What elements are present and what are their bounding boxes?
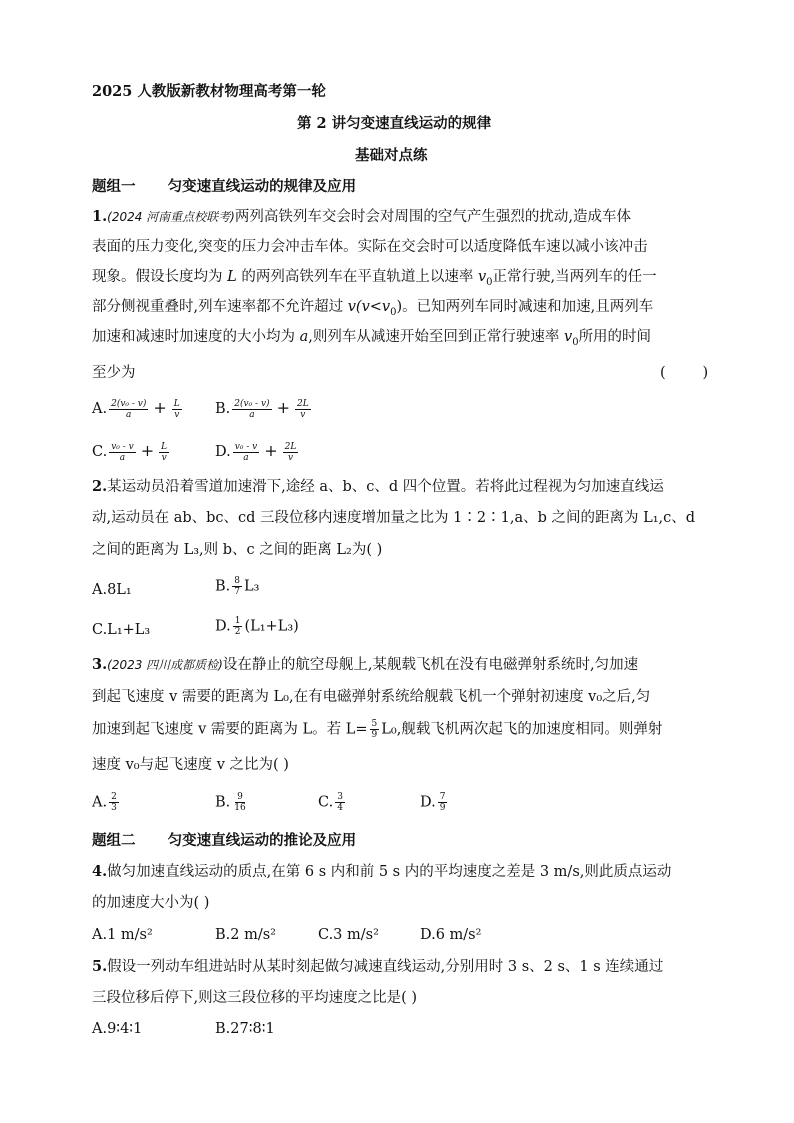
denominator: 7	[234, 587, 240, 597]
option-label: D.	[215, 618, 231, 635]
question-1-line-6: 至少为	[92, 365, 136, 381]
fraction	[233, 616, 243, 637]
text: L₀,舰载飞机两次起飞的加速度相同。则弹射	[381, 721, 663, 738]
lesson-title: 第 2 讲匀变速直线运动的规律	[297, 115, 492, 132]
option-label: B.	[215, 794, 231, 811]
question-text: 做匀加速直线运动的质点,在第 6 s 内和前 5 s 内的平均速度之差是 3 m/s,则此质点运动	[107, 864, 672, 880]
option-C: C.L₁+L₃	[92, 622, 151, 638]
subscript: 0	[572, 336, 579, 348]
denominator: 2	[234, 627, 241, 637]
numerator: 5	[371, 719, 378, 729]
question-2-line-3: 之间的距离为 L₃,则 b、c 之间的距离 L₂为( )	[92, 542, 383, 558]
option-C: C.3 m/s²	[318, 927, 379, 943]
text: )。已知两列车同时减速和加速,且两列车	[396, 299, 654, 315]
group-title: 匀变速直线运动的推论及应用	[167, 832, 357, 849]
denominator: v	[174, 409, 180, 420]
text: ,则列车从减速开始至回到正常行驶速率	[308, 329, 564, 345]
option-label: D.	[215, 444, 231, 460]
text: 部分侧视重叠时,列车速率都不允许超过	[92, 299, 348, 315]
option-B	[215, 398, 313, 420]
option-label: D.	[420, 794, 436, 811]
numerator: L	[161, 441, 168, 452]
question-text: 假设一列动车组进站时从某时刻起做匀减速直线运动,分别用时 3 s、2 s、1 s 连续通过	[107, 959, 664, 975]
group-title: 匀变速直线运动的规律及应用	[167, 178, 357, 195]
numerator: L	[173, 398, 180, 409]
denominator: 3	[111, 803, 117, 813]
question-3-line-1	[92, 655, 638, 675]
denominator: a	[126, 409, 132, 420]
question-text: 某运动员沿着雪道加速滑下,途经 a、b、c、d 四个位置。若将此过程视为匀加速直线运	[107, 479, 664, 495]
question-text: 设在静止的航空母舰上,某舰载飞机在没有电磁弹射系统时,匀加速	[222, 657, 639, 673]
question-source: (2024 河南重点校联考)	[107, 210, 235, 224]
denominator: 4	[337, 803, 343, 813]
group-label: 题组一	[92, 178, 136, 195]
question-2-line-1	[92, 477, 664, 497]
denominator: a	[249, 409, 255, 420]
option-C	[92, 441, 171, 463]
text: 的两列高铁列车在平直轨道上以速率	[236, 269, 478, 285]
numerator: 2(v₀ - v)	[234, 398, 270, 409]
question-source: (2023 四川成都质检)	[107, 658, 223, 672]
var-v0: v	[563, 329, 573, 345]
question-number: 2.	[92, 478, 108, 495]
var-v0: v	[477, 269, 487, 285]
option-B	[215, 792, 250, 813]
question-number: 4.	[92, 863, 108, 880]
option-label: A.	[92, 401, 108, 417]
fraction	[438, 792, 448, 813]
option-A	[92, 398, 184, 420]
fraction	[232, 576, 242, 597]
fraction	[109, 442, 136, 463]
question-4-line-1	[92, 862, 671, 882]
option-A	[92, 792, 121, 813]
text: 正常行驶,当两列车的任一	[492, 269, 657, 285]
option-A: A.9∶4∶1	[92, 1021, 143, 1037]
question-2-line-2: 动,运动员在 ab、bc、cd 三段位移内速度增加量之比为 1∶2∶1,a、b 之间的距离为 L₁,c、d	[92, 510, 696, 526]
section-title: 基础对点练	[355, 147, 428, 164]
question-4-line-2: 的加速度大小为( )	[92, 895, 210, 911]
option-A: A.8L₁	[92, 582, 132, 598]
option-B: B.2 m/s²	[215, 927, 276, 943]
denominator: v	[300, 409, 306, 420]
group-heading-1	[92, 177, 356, 197]
option-label: C.	[92, 444, 108, 460]
numerator: 2	[111, 792, 117, 802]
question-1-line-2: 表面的压力变化,突变的压力会冲击车体。实际在交会时可以适度降低车速以减小该冲击	[92, 239, 648, 255]
text: 加速到起飞速度 v 需要的距离为 L。若 L=	[92, 721, 368, 738]
numerator: v₀ - v	[234, 441, 258, 452]
subscript: 0	[390, 306, 397, 318]
question-3-line-2: 到起飞速度 v 需要的距离为 L₀,在有电磁弹射系统给舰载飞机一个弹射初速度 v₀之后,匀	[92, 689, 651, 705]
question-1-line-3	[92, 267, 657, 293]
option-label: B.	[215, 578, 231, 595]
var-expression: v(v<v	[347, 299, 391, 315]
fraction	[283, 442, 299, 463]
numerator: 2L	[284, 441, 297, 452]
fraction	[159, 442, 169, 463]
question-3-line-3	[92, 719, 662, 740]
option-D	[215, 616, 299, 637]
plus-sign: +	[140, 441, 155, 460]
question-5-line-1	[92, 957, 663, 977]
question-3-line-4: 速度 v₀与起飞速度 v 之比为( )	[92, 757, 289, 773]
group-label: 题组二	[92, 832, 136, 849]
option-A: A.1 m/s²	[92, 927, 153, 943]
option-text: (L₁+L₃)	[244, 618, 299, 635]
numerator: 2L	[296, 398, 309, 409]
fraction	[335, 792, 345, 813]
plus-sign: +	[276, 398, 290, 417]
numerator: v₀ - v	[111, 441, 134, 452]
question-1-line-4	[92, 297, 653, 323]
question-number: 3.	[92, 656, 108, 673]
text: 所用的时间	[578, 329, 652, 345]
group-heading-2	[92, 831, 356, 851]
question-number: 1.	[92, 208, 108, 225]
denominator: v	[161, 452, 167, 463]
series-title: 2025 人教版新教材物理高考第一轮	[92, 83, 326, 100]
numerator: 2(v₀ - v)	[111, 398, 147, 409]
numerator: 8	[234, 576, 240, 586]
fraction	[172, 399, 182, 420]
var-L: L	[227, 269, 237, 285]
option-B	[215, 576, 259, 597]
question-text: 两列高铁列车交会时会对周围的空气产生强烈的扰动,造成车体	[234, 209, 631, 225]
subscript: 0	[486, 276, 493, 288]
denominator: 16	[234, 803, 246, 813]
answer-blank: ( )	[660, 365, 709, 381]
text: 现象。假设长度均为	[92, 269, 228, 285]
numerator: 9	[237, 792, 243, 802]
fraction	[233, 442, 260, 463]
text: 加速和减速时加速度的大小均为	[92, 329, 300, 345]
option-label: C.	[318, 794, 334, 811]
question-5-line-2: 三段位移后停下,则这三段位移的平均速度之比是( )	[92, 990, 418, 1006]
option-D: D.6 m/s²	[420, 927, 482, 943]
fraction	[232, 399, 271, 420]
option-D	[420, 792, 449, 813]
numerator: 1	[234, 616, 241, 626]
fraction	[370, 719, 380, 740]
fraction	[109, 399, 148, 420]
var-a: a	[299, 329, 309, 345]
denominator: a	[119, 452, 126, 463]
denominator: a	[243, 452, 249, 463]
option-D	[215, 441, 300, 463]
denominator: 9	[439, 803, 446, 813]
numerator: 7	[439, 792, 446, 802]
plus-sign: +	[264, 441, 278, 460]
plus-sign: +	[153, 398, 167, 417]
question-1-line-5	[92, 327, 651, 353]
fraction	[295, 399, 311, 420]
denominator: v	[287, 452, 294, 463]
option-label: B.	[215, 401, 231, 417]
fraction	[109, 792, 119, 813]
option-text: L₃	[244, 578, 260, 595]
question-number: 5.	[92, 958, 108, 975]
question-1-line-1	[92, 207, 631, 227]
numerator: 3	[337, 792, 343, 802]
denominator: 9	[371, 730, 378, 740]
fraction	[232, 792, 247, 813]
option-B: B.27∶8∶1	[215, 1021, 275, 1037]
option-C	[318, 792, 347, 813]
option-label: A.	[92, 794, 108, 811]
